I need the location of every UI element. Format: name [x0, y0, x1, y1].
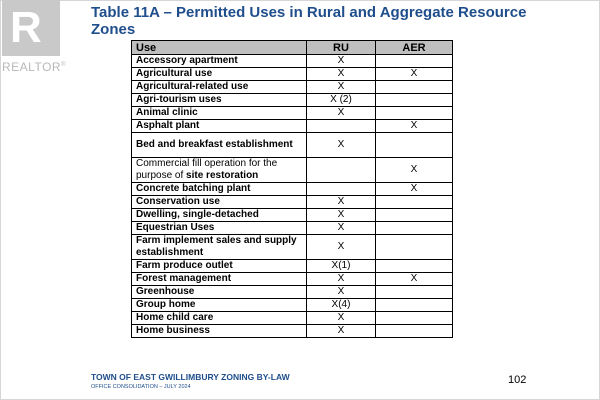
use-cell: Group home [132, 299, 307, 312]
ru-cell [307, 120, 376, 133]
use-cell: Agricultural use [132, 68, 307, 81]
header-ru: RU [307, 41, 376, 55]
realtor-wordmark-text: REALTOR [2, 60, 62, 74]
table-header-row [132, 41, 453, 55]
permitted-uses-table [131, 40, 453, 338]
use-cell-text: Commercial fill operation for the purpose of [136, 158, 278, 181]
aer-cell [376, 133, 453, 158]
ru-cell: X [307, 235, 376, 260]
use-cell: Asphalt plant [132, 120, 307, 133]
table-row [132, 209, 453, 222]
ru-cell: X [307, 286, 376, 299]
aer-cell [376, 94, 453, 107]
table-row [132, 273, 453, 286]
ru-cell: X [307, 209, 376, 222]
aer-cell [376, 107, 453, 120]
aer-cell [376, 235, 453, 260]
use-cell: Farm implement sales and supply establishment [132, 235, 307, 260]
footer-subtitle: OFFICE CONSOLIDATION – JULY 2024 [91, 384, 191, 390]
ru-cell: X [307, 312, 376, 325]
aer-cell: X [376, 158, 453, 183]
ru-cell: X [307, 81, 376, 94]
aer-cell [376, 312, 453, 325]
ru-cell [307, 158, 376, 183]
table-row [132, 196, 453, 209]
use-cell: Dwelling, single-detached [132, 209, 307, 222]
ru-cell: X (2) [307, 94, 376, 107]
ru-cell: X [307, 133, 376, 158]
realtor-logo-letter: R [10, 3, 42, 52]
use-cell: Agricultural-related use [132, 81, 307, 94]
use-cell: Greenhouse [132, 286, 307, 299]
ru-cell: X [307, 107, 376, 120]
table-row [132, 183, 453, 196]
ru-cell: X [307, 273, 376, 286]
ru-cell [307, 183, 376, 196]
aer-cell: X [376, 68, 453, 81]
realtor-registered-mark: ® [61, 62, 66, 68]
aer-cell [376, 196, 453, 209]
use-cell: Equestrian Uses [132, 222, 307, 235]
realtor-wordmark [2, 60, 66, 74]
ru-cell: X(1) [307, 260, 376, 273]
ru-cell: X [307, 325, 376, 338]
page-number: 102 [508, 374, 527, 386]
table-row [132, 299, 453, 312]
realtor-logo [0, 0, 68, 72]
table-row [132, 81, 453, 94]
table-row [132, 286, 453, 299]
aer-cell [376, 286, 453, 299]
aer-cell [376, 209, 453, 222]
aer-cell [376, 325, 453, 338]
use-cell: Farm produce outlet [132, 260, 307, 273]
use-cell: Agri-tourism uses [132, 94, 307, 107]
use-cell: Home child care [132, 312, 307, 325]
ru-cell: X [307, 55, 376, 68]
header-aer: AER [376, 41, 453, 55]
realtor-logo-box [2, 0, 60, 56]
use-cell: Animal clinic [132, 107, 307, 120]
aer-cell [376, 222, 453, 235]
use-cell: Accessory apartment [132, 55, 307, 68]
use-cell: Forest management [132, 273, 307, 286]
use-cell [132, 158, 307, 183]
use-cell: Home business [132, 325, 307, 338]
table-row [132, 107, 453, 120]
aer-cell [376, 55, 453, 68]
table-row [132, 55, 453, 68]
table-row [132, 312, 453, 325]
ru-cell: X [307, 68, 376, 81]
use-cell: Concrete batching plant [132, 183, 307, 196]
aer-cell [376, 299, 453, 312]
aer-cell: X [376, 120, 453, 133]
table-row [132, 235, 453, 260]
table-row [132, 133, 453, 158]
table-row [132, 325, 453, 338]
footer-title: TOWN OF EAST GWILLIMBURY ZONING BY-LAW [91, 372, 290, 382]
table-row [132, 222, 453, 235]
ru-cell: X [307, 222, 376, 235]
ru-cell: X(4) [307, 299, 376, 312]
table-row [132, 158, 453, 183]
table-row [132, 68, 453, 81]
use-cell: Bed and breakfast establishment [132, 133, 307, 158]
use-cell: Conservation use [132, 196, 307, 209]
table-row [132, 260, 453, 273]
use-cell-emphasis: site restoration [186, 170, 259, 181]
aer-cell: X [376, 273, 453, 286]
aer-cell: X [376, 183, 453, 196]
aer-cell [376, 81, 453, 94]
table-title: Table 11A – Permitted Uses in Rural and Aggregate Resource Zones [91, 4, 527, 38]
table-row [132, 120, 453, 133]
header-use: Use [132, 41, 307, 55]
aer-cell [376, 260, 453, 273]
table-row [132, 94, 453, 107]
ru-cell: X [307, 196, 376, 209]
